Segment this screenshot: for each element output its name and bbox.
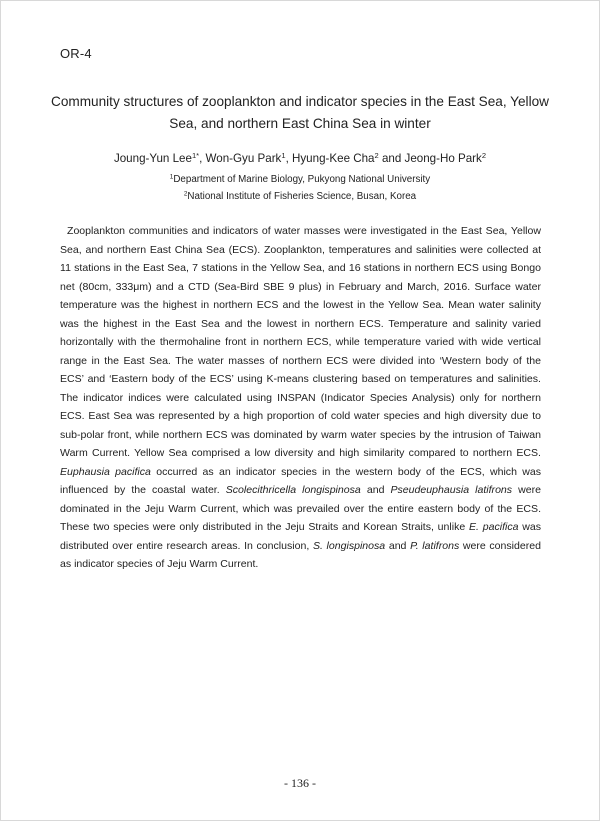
abstract-text: net (80cm, 333μm) and a CTD (Sea-Bird SBE 9 plus) in February and March, 2016. Surface water [60,280,541,293]
abstract-line [60,222,541,241]
author-affiliation-sup: 1 [281,150,286,160]
affiliation-number: 1 [169,173,174,181]
author-affiliation-sup: 2 [374,150,379,160]
species-name: Pseudeuphausia latifrons [390,484,513,496]
author-separator: , [199,152,206,165]
abstract-line [60,426,541,445]
abstract-text: was [518,521,541,533]
abstract-line [60,407,541,426]
abstract-line [60,259,541,278]
abstract-line [60,241,541,260]
abstract-text: dominated in the Jeju Warm Current, which was prevailed over the entire eastern body of the ECS. [60,502,541,515]
affiliation [40,171,560,188]
abstract-text: Sea, and northern East China Sea (ECS). Zooplankton, temperatures and salinities were collected at [60,243,541,256]
abstract-text: distributed over entire research areas. In conclusion, [60,539,313,552]
abstract-text: and [360,484,391,496]
title-line-1: Community structures of zooplankton and indicator species in the East Sea, Yellow [51,94,549,109]
affiliation [40,188,560,205]
abstract-line [60,444,541,463]
abstract-line [60,500,541,519]
author-list [40,151,560,167]
affiliation-number: 2 [183,190,188,198]
species-name: Euphausia pacifica [60,465,151,478]
session-code: OR-4 [60,46,92,61]
abstract-text: ECS’ and ‘Eastern body of the ECS’ using K-means clustering based on temperatures and salinities. [60,373,541,385]
affiliation-list [40,171,560,205]
author [206,152,286,165]
species-name: S. longispinosa [312,539,386,552]
abstract-line [60,370,541,389]
species-name: E. pacifica [469,521,519,533]
title-line-2: Sea, and northern East China Sea in winter [169,116,431,131]
abstract-text: and [385,539,411,552]
abstract-text: range in the East Sea. The water masses of northern ECS were divided into ‘Western body of the [60,354,541,367]
species-name: P. latifrons [410,539,460,552]
abstract-line [60,296,541,315]
abstract-text: were [512,484,541,496]
author-name: Won-Gyu Park [205,152,282,165]
author-separator: , [285,152,293,165]
page-number: - 136 - [284,776,316,790]
abstract-text: as indicator species of Jeju Warm Current. [60,558,259,570]
abstract-text: influenced by the coastal water. [60,484,226,496]
author-name: Jeong-Ho Park [404,152,482,165]
abstract-text: Zooplankton communities and indicators of water masses were investigated in the East Sea, Yellow [67,225,541,237]
corresponding-author-mark: * [196,150,200,160]
abstract-text: Warm Current. Yellow Sea comprised a low diversity and high similarity compared to northern ECS. [60,447,541,459]
abstract-line [60,352,541,371]
abstract-line [60,555,541,574]
abstract-text: 11 stations in the East Sea, 7 stations in the Yellow Sea, and 16 stations in northern ECS using Bongo [60,262,541,274]
abstract-text: were considered [459,539,541,552]
abstract-line [60,463,541,482]
abstract-line [60,537,541,556]
affiliation-text: Department of Marine Biology, Pukyong National University [173,174,431,185]
abstract-line [60,315,541,334]
abstract-text: was the highest in the East Sea and the lowest in northern ECS. Temperature and salinity varied [60,317,541,330]
author-affiliation-sup: 1 [191,150,197,160]
abstract-line [60,278,541,297]
abstract-body [60,222,541,574]
abstract-text: The indicator indices were calculated using INSPAN (Indicator Species Analysis) only for northern [60,391,541,404]
abstract-line [60,481,541,500]
abstract-text: occurred as an indicator species in the western body of the ECS, which was [150,465,541,478]
abstract-text: sub-polar front, while northern ECS was dominated by warm water species by the intrusion of Taiwan [60,428,541,441]
abstract-text: temperature was the highest in northern ECS and the lowest in the Yellow Sea. Mean water salinity [60,299,541,311]
abstract-line [60,333,541,352]
author [405,152,487,165]
abstract-text: horizontally with the thermohaline front in northern ECS, while temperature varied with wide vertical [60,336,541,348]
author-name: Joung-Yun Lee [113,152,192,165]
species-name: Scolecithricella longispinosa [225,484,361,496]
abstract-line [60,389,541,408]
author-affiliation-sup: 2 [481,150,487,160]
author-separator: and [378,152,405,165]
abstract-line [60,518,541,537]
author [292,152,379,165]
author-name: Hyung-Kee Cha [292,152,375,165]
affiliation-text: National Institute of Fisheries Science, Busan, Korea [187,191,417,202]
paper-title [40,91,560,135]
abstract-text: These two species were only distributed in the Jeju Straits and Korean Straits, unlike [60,521,469,533]
abstract-text: ECS. East Sea was represented by a high proportion of cold water species and high diversity due to [60,410,541,422]
author [114,152,199,165]
